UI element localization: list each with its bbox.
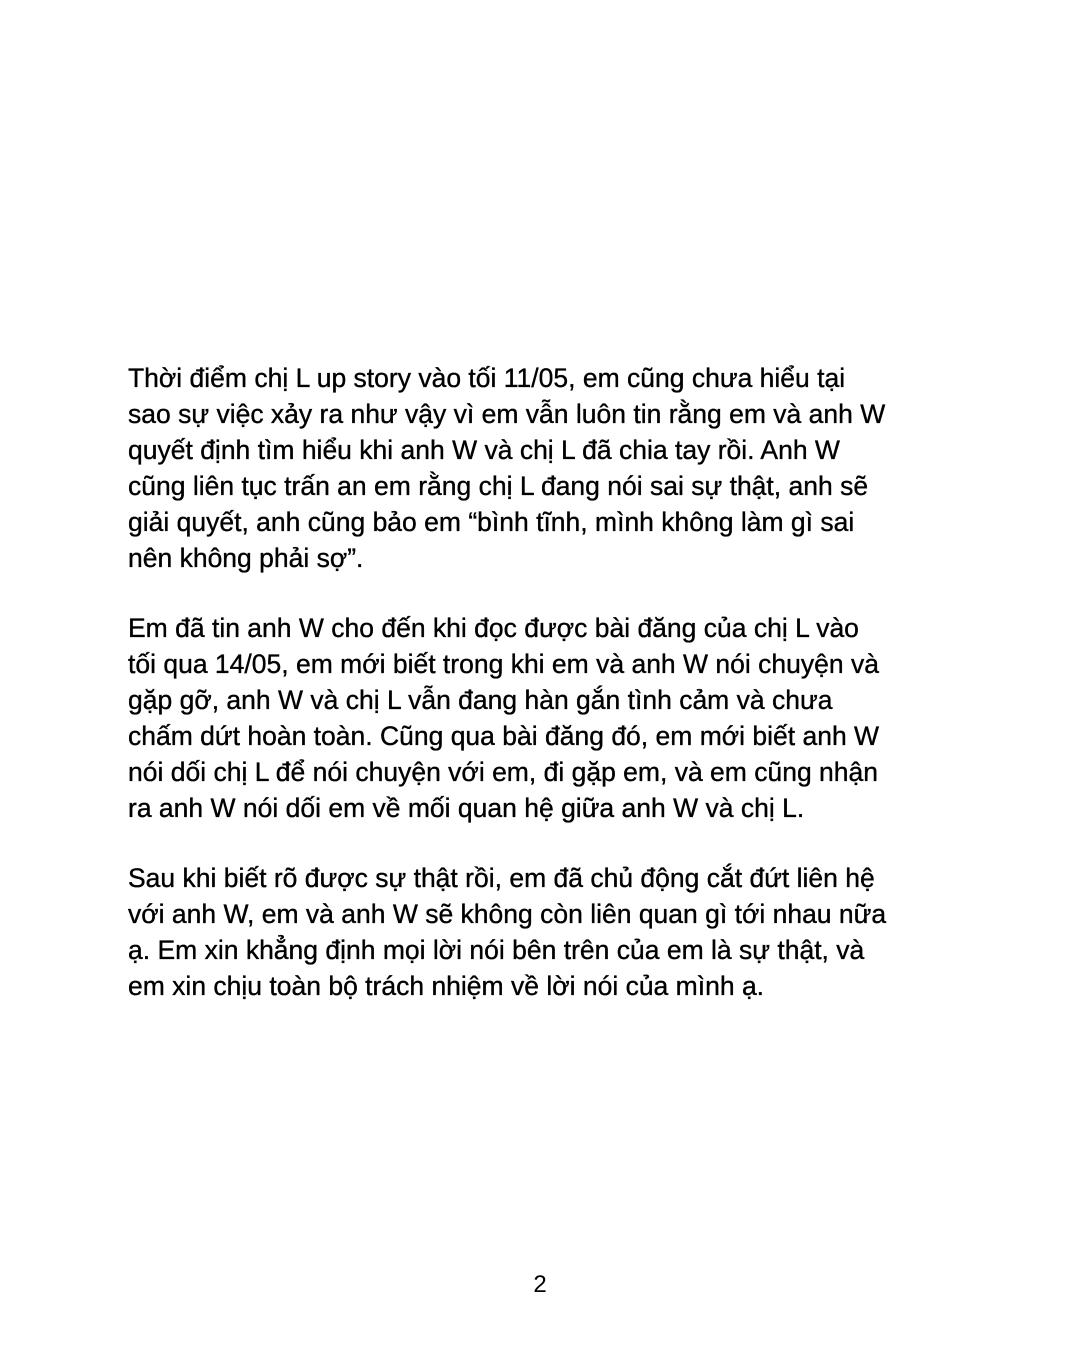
text-line: chấm dứt hoàn toàn. Cũng qua bài đăng đó, em mới biết anh W — [128, 721, 880, 751]
text-line: Em đã tin anh W cho đến khi đọc được bài đăng của chị L vào — [128, 613, 859, 643]
text-line: Sau khi biết rõ được sự thật rồi, em đã chủ động cắt đứt liên hệ — [128, 863, 875, 893]
paragraph-1 — [128, 360, 968, 576]
text-line: Thời điểm chị L up story vào tối 11/05, em cũng chưa hiểu tại — [128, 363, 846, 393]
text-line: gặp gỡ, anh W và chị L vẫn đang hàn gắn tình cảm và chưa — [128, 685, 833, 715]
text-line: quyết định tìm hiểu khi anh W và chị L đã chia tay rồi. Anh W — [128, 435, 840, 465]
paragraph-2 — [128, 610, 968, 826]
paragraph-3 — [128, 860, 968, 1004]
text-line: cũng liên tục trấn an em rằng chị L đang nói sai sự thật, anh sẽ — [128, 471, 869, 501]
text-line: tối qua 14/05, em mới biết trong khi em và anh W nói chuyện và — [128, 649, 879, 679]
text-line: nói dối chị L để nói chuyện với em, đi gặp em, và em cũng nhận — [128, 757, 879, 787]
text-line: ạ. Em xin khẳng định mọi lời nói bên trên của em là sự thật, và — [128, 935, 865, 965]
text-line: em xin chịu toàn bộ trách nhiệm về lời nói của mình ạ. — [128, 971, 765, 1001]
text-line: giải quyết, anh cũng bảo em “bình tĩnh, mình không làm gì sai — [128, 507, 855, 537]
statement-body — [128, 360, 968, 1038]
text-line: với anh W, em và anh W sẽ không còn liên quan gì tới nhau nữa — [128, 899, 887, 929]
text-line: ra anh W nói dối em về mối quan hệ giữa anh W và chị L. — [128, 793, 805, 823]
text-line: sao sự việc xảy ra như vậy vì em vẫn luôn tin rằng em và anh W — [128, 399, 886, 429]
text-line: nên không phải sợ”. — [128, 543, 364, 573]
page-number: 2 — [533, 1271, 547, 1298]
